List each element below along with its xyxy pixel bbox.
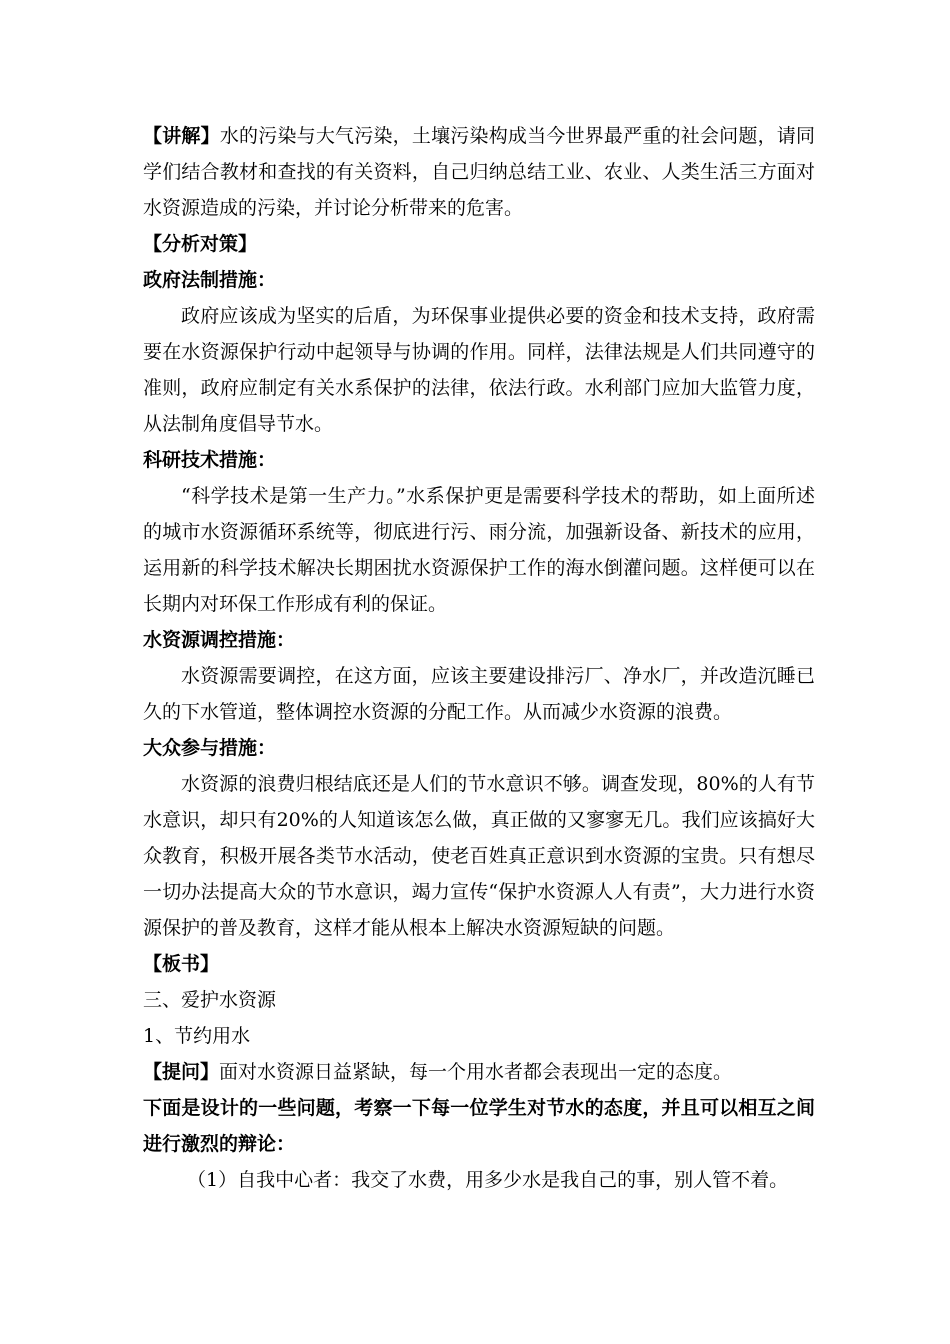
section-body-public: 水资源的浪费归根结底还是人们的节水意识不够。调查发现，80%的人有节水意识，却只有20%的人知道该怎么做，真正做的又寥寥无几。我们应该搞好大众教育，积极开展各类节水活动，使老百姓真正意识到水资源的宝贵。只有想尽一切办法提高大众的节水意识，竭力宣传“保护水资源人人有责”，大力进行水资源保护的普及教育，这样才能从根本上解决水资源短缺的问题。: [143, 773, 815, 939]
section-heading-government: 政府法制措施：: [143, 269, 277, 291]
debate-item-1: （1）自我中心者：我交了水费，用多少水是我自己的事，别人管不着。: [187, 1169, 789, 1191]
explain-paragraph: [143, 118, 815, 226]
board-line-2: 1、节约用水: [143, 1025, 251, 1047]
question-tag: 【提问】: [143, 1061, 220, 1083]
explain-text: 水的污染与大气污染，土壤污染构成当今世界最严重的社会问题，请同学们结合教材和查找的有关资料，自己归纳总结工业、农业、人类生活三方面对水资源造成的污染，并讨论分析带来的危害。: [143, 125, 815, 219]
board-line-1: 三、爱护水资源: [143, 989, 277, 1011]
analysis-heading: 【分析对策】: [143, 233, 258, 255]
section-body-technology: “科学技术是第一生产力。”水系保护更是需要科学技术的帮助，如上面所述的城市水资源循环系统等，彻底进行污、雨分流，加强新设备、新技术的应用，运用新的科学技术解决长期困扰水资源保护工作的海水倒灌问题。这样便可以在长期内对环保工作形成有利的保证。: [143, 485, 815, 615]
section-heading-regulation: 水资源调控措施：: [143, 629, 296, 651]
board-heading: 【板书】: [143, 953, 220, 975]
section-body-regulation: 水资源需要调控，在这方面，应该主要建设排污厂、净水厂，并改造沉睡已久的下水管道，整体调控水资源的分配工作。从而减少水资源的浪费。: [143, 665, 815, 723]
section-heading-technology: 科研技术措施：: [143, 449, 277, 471]
question-paragraph: [143, 1054, 815, 1090]
section-heading-public: 大众参与措施：: [143, 737, 277, 759]
explain-tag: 【讲解】: [143, 125, 220, 147]
section-body-government: 政府应该成为坚实的后盾，为环保事业提供必要的资金和技术支持，政府需要在水资源保护行动中起领导与协调的作用。同样，法律法规是人们共同遵守的准则，政府应制定有关水系保护的法律，依法行政。水利部门应加大监管力度，从法制角度倡导节水。: [143, 305, 815, 435]
debate-intro: 下面是设计的一些问题，考察一下每一位学生对节水的态度，并且可以相互之间进行激烈的辩论：: [143, 1097, 815, 1155]
question-text: 面对水资源日益紧缺，每一个用水者都会表现出一定的态度。: [219, 1061, 733, 1083]
document-body: [143, 118, 815, 1198]
